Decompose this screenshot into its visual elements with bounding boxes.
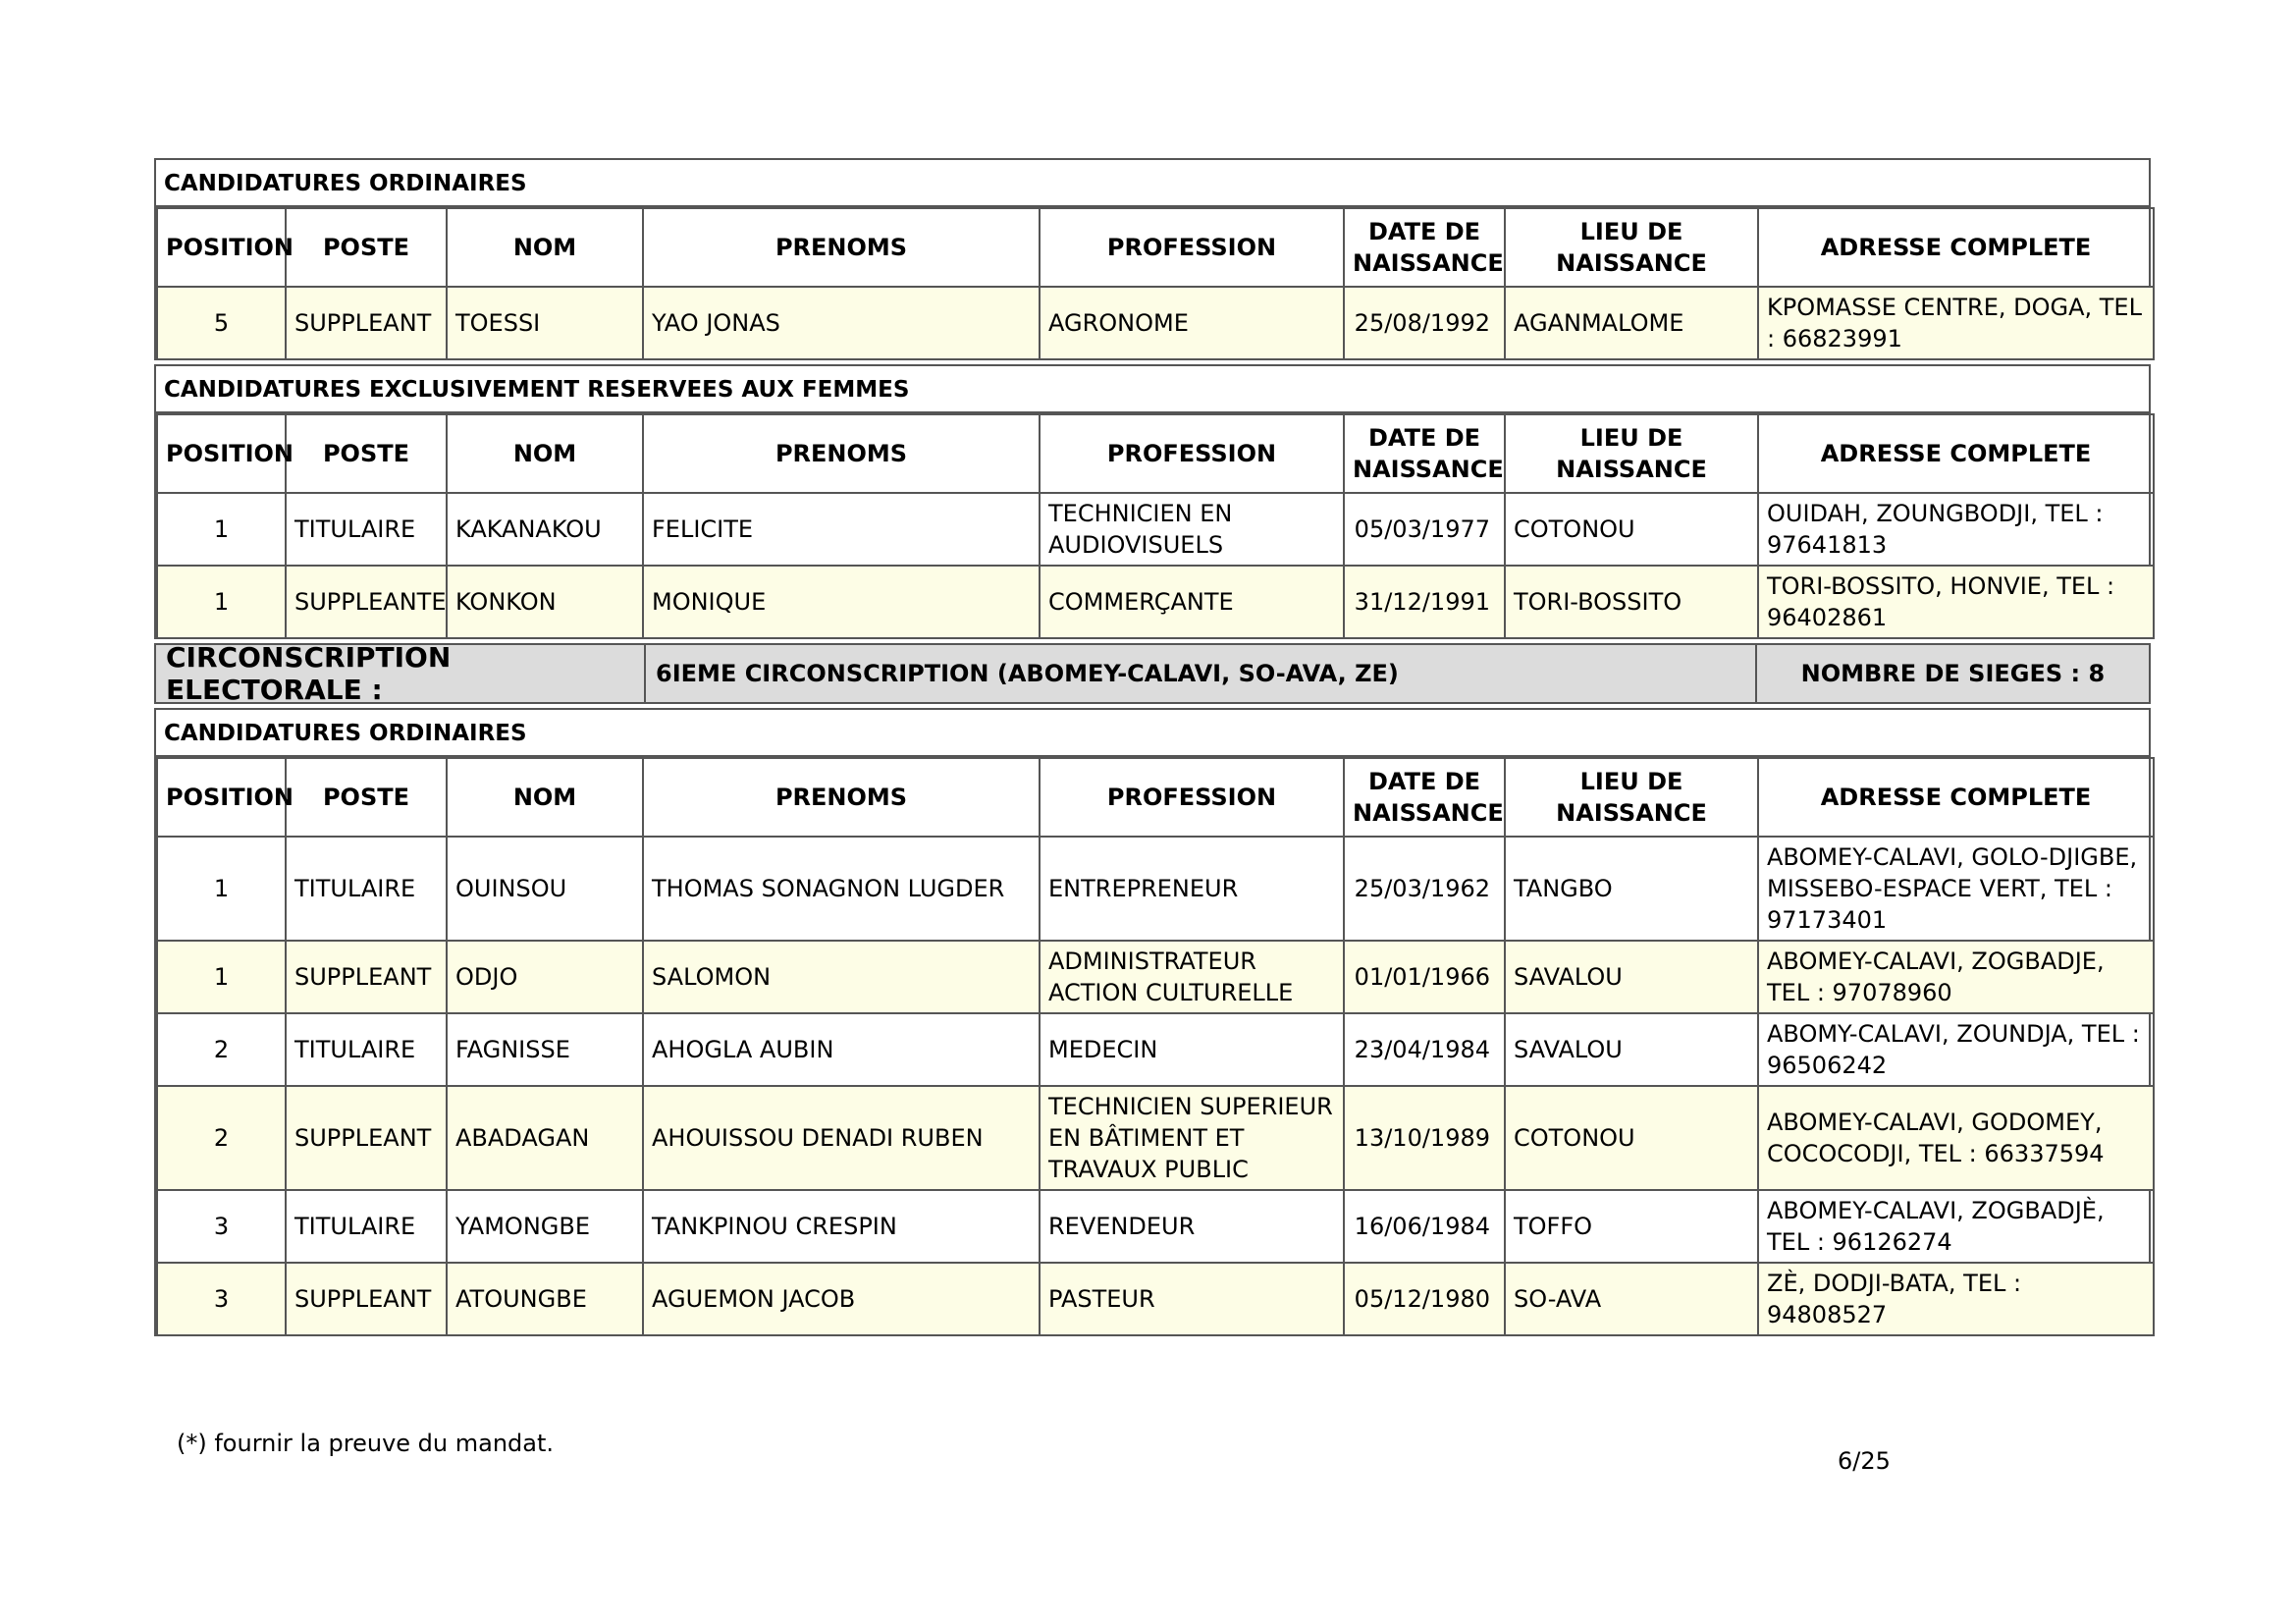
- cell-position: 2: [157, 1086, 286, 1190]
- table-row: [157, 1263, 2154, 1335]
- candidates-section: [154, 158, 2151, 360]
- column-header-poste: POSTE: [286, 758, 447, 837]
- cell-poste: TITULAIRE: [286, 1013, 447, 1086]
- candidates-table: [156, 413, 2155, 639]
- column-header-poste: POSTE: [286, 414, 447, 493]
- cell-lieu-naissance: SAVALOU: [1505, 941, 1758, 1013]
- cell-date-naissance: 13/10/1989: [1344, 1086, 1505, 1190]
- cell-nom: YAMONGBE: [447, 1190, 643, 1263]
- cell-prenoms: AHOGLA AUBIN: [643, 1013, 1040, 1086]
- column-header-nom: NOM: [447, 208, 643, 287]
- column-header-position: POSITION: [157, 414, 286, 493]
- cell-date-naissance: 25/03/1962: [1344, 837, 1505, 941]
- cell-poste: TITULAIRE: [286, 1190, 447, 1263]
- column-header-adresse: ADRESSE COMPLETE: [1758, 414, 2154, 493]
- cell-poste: TITULAIRE: [286, 493, 447, 566]
- column-header-position: POSITION: [157, 208, 286, 287]
- column-header-nom: NOM: [447, 414, 643, 493]
- circonscription-bar: [154, 643, 2151, 704]
- column-header-poste: POSTE: [286, 208, 447, 287]
- column-header-date-naissance: DATE DE NAISSANCE: [1344, 758, 1505, 837]
- cell-position: 5: [157, 287, 286, 359]
- cell-prenoms: TANKPINOU CRESPIN: [643, 1190, 1040, 1263]
- cell-adresse: OUIDAH, ZOUNGBODJI, TEL : 97641813: [1758, 493, 2154, 566]
- cell-lieu-naissance: TORI-BOSSITO: [1505, 566, 1758, 638]
- column-header-adresse: ADRESSE COMPLETE: [1758, 758, 2154, 837]
- cell-lieu-naissance: TANGBO: [1505, 837, 1758, 941]
- cell-poste: SUPPLEANT: [286, 1086, 447, 1190]
- table-header-row: [157, 208, 2154, 287]
- column-header-prenoms: PRENOMS: [643, 208, 1040, 287]
- candidates-block-2: [154, 708, 2151, 1340]
- cell-nom: ATOUNGBE: [447, 1263, 643, 1335]
- cell-profession: MEDECIN: [1040, 1013, 1344, 1086]
- column-header-lieu-naissance: LIEU DE NAISSANCE: [1505, 208, 1758, 287]
- section-title: CANDIDATURES EXCLUSIVEMENT RESERVEES AUX FEMMES: [156, 366, 2149, 413]
- cell-position: 3: [157, 1263, 286, 1335]
- cell-lieu-naissance: COTONOU: [1505, 493, 1758, 566]
- cell-date-naissance: 05/03/1977: [1344, 493, 1505, 566]
- table-row: [157, 941, 2154, 1013]
- table-row: [157, 1190, 2154, 1263]
- column-header-adresse: ADRESSE COMPLETE: [1758, 208, 2154, 287]
- cell-nom: TOESSI: [447, 287, 643, 359]
- column-header-date-naissance: DATE DE NAISSANCE: [1344, 414, 1505, 493]
- cell-position: 1: [157, 941, 286, 1013]
- section-title: CANDIDATURES ORDINAIRES: [156, 710, 2149, 757]
- cell-date-naissance: 31/12/1991: [1344, 566, 1505, 638]
- table-row: [157, 287, 2154, 359]
- candidates-table: [156, 757, 2155, 1336]
- cell-prenoms: SALOMON: [643, 941, 1040, 1013]
- cell-lieu-naissance: AGANMALOME: [1505, 287, 1758, 359]
- section-title: CANDIDATURES ORDINAIRES: [156, 160, 2149, 207]
- cell-prenoms: AHOUISSOU DENADI RUBEN: [643, 1086, 1040, 1190]
- cell-nom: ABADAGAN: [447, 1086, 643, 1190]
- cell-nom: KONKON: [447, 566, 643, 638]
- document-sheet: [154, 158, 2151, 1340]
- cell-position: 2: [157, 1013, 286, 1086]
- cell-lieu-naissance: SO-AVA: [1505, 1263, 1758, 1335]
- circonscription-label: CIRCONSCRIPTION ELECTORALE :: [156, 645, 646, 702]
- cell-adresse: ABOMEY-CALAVI, GOLO-DJIGBE, MISSEBO-ESPACE VERT, TEL : 97173401: [1758, 837, 2154, 941]
- cell-profession: ADMINISTRATEUR ACTION CULTURELLE: [1040, 941, 1344, 1013]
- cell-adresse: TORI-BOSSITO, HONVIE, TEL : 96402861: [1758, 566, 2154, 638]
- table-row: [157, 1086, 2154, 1190]
- cell-lieu-naissance: SAVALOU: [1505, 1013, 1758, 1086]
- column-header-prenoms: PRENOMS: [643, 758, 1040, 837]
- cell-profession: ENTREPRENEUR: [1040, 837, 1344, 941]
- cell-lieu-naissance: TOFFO: [1505, 1190, 1758, 1263]
- table-row: [157, 837, 2154, 941]
- cell-position: 1: [157, 566, 286, 638]
- column-header-lieu-naissance: LIEU DE NAISSANCE: [1505, 758, 1758, 837]
- cell-prenoms: THOMAS SONAGNON LUGDER: [643, 837, 1040, 941]
- cell-poste: SUPPLEANT: [286, 941, 447, 1013]
- column-header-nom: NOM: [447, 758, 643, 837]
- column-header-lieu-naissance: LIEU DE NAISSANCE: [1505, 414, 1758, 493]
- cell-poste: TITULAIRE: [286, 837, 447, 941]
- candidates-block-1: [154, 158, 2151, 643]
- cell-poste: SUPPLEANTE: [286, 566, 447, 638]
- cell-profession: COMMERÇANTE: [1040, 566, 1344, 638]
- cell-poste: SUPPLEANT: [286, 287, 447, 359]
- cell-position: 1: [157, 493, 286, 566]
- cell-nom: OUINSOU: [447, 837, 643, 941]
- cell-nom: KAKANAKOU: [447, 493, 643, 566]
- column-header-date-naissance: DATE DE NAISSANCE: [1344, 208, 1505, 287]
- column-header-profession: PROFESSION: [1040, 208, 1344, 287]
- cell-profession: AGRONOME: [1040, 287, 1344, 359]
- column-header-prenoms: PRENOMS: [643, 414, 1040, 493]
- cell-date-naissance: 01/01/1966: [1344, 941, 1505, 1013]
- table-row: [157, 566, 2154, 638]
- column-header-position: POSITION: [157, 758, 286, 837]
- cell-adresse: ABOMEY-CALAVI, GODOMEY, COCOCODJI, TEL : 66337594: [1758, 1086, 2154, 1190]
- cell-nom: FAGNISSE: [447, 1013, 643, 1086]
- table-row: [157, 493, 2154, 566]
- cell-prenoms: YAO JONAS: [643, 287, 1040, 359]
- cell-adresse: ABOMY-CALAVI, ZOUNDJA, TEL : 96506242: [1758, 1013, 2154, 1086]
- cell-date-naissance: 23/04/1984: [1344, 1013, 1505, 1086]
- seats-count: NOMBRE DE SIEGES : 8: [1800, 660, 2106, 687]
- cell-adresse: ZÈ, DODJI-BATA, TEL : 94808527: [1758, 1263, 2154, 1335]
- column-header-profession: PROFESSION: [1040, 414, 1344, 493]
- footnote: (*) fournir la preuve du mandat.: [177, 1430, 555, 1457]
- page-number-visible: 6/25: [1838, 1447, 1891, 1475]
- cell-prenoms: MONIQUE: [643, 566, 1040, 638]
- cell-date-naissance: 05/12/1980: [1344, 1263, 1505, 1335]
- cell-nom: ODJO: [447, 941, 643, 1013]
- column-header-profession: PROFESSION: [1040, 758, 1344, 837]
- cell-date-naissance: 16/06/1984: [1344, 1190, 1505, 1263]
- cell-prenoms: FELICITE: [643, 493, 1040, 566]
- candidates-section: [154, 364, 2151, 639]
- cell-profession: REVENDEUR: [1040, 1190, 1344, 1263]
- cell-profession: TECHNICIEN SUPERIEUR EN BÂTIMENT ET TRAVAUX PUBLIC: [1040, 1086, 1344, 1190]
- cell-lieu-naissance: COTONOU: [1505, 1086, 1758, 1190]
- cell-adresse: KPOMASSE CENTRE, DOGA, TEL : 66823991: [1758, 287, 2154, 359]
- cell-profession: TECHNICIEN EN AUDIOVISUELS: [1040, 493, 1344, 566]
- table-row: [157, 1013, 2154, 1086]
- table-header-row: [157, 758, 2154, 837]
- cell-position: 3: [157, 1190, 286, 1263]
- candidates-section: [154, 708, 2151, 1336]
- cell-prenoms: AGUEMON JACOB: [643, 1263, 1040, 1335]
- cell-date-naissance: 25/08/1992: [1344, 287, 1505, 359]
- cell-adresse: ABOMEY-CALAVI, ZOGBADJE, TEL : 97078960: [1758, 941, 2154, 1013]
- cell-poste: SUPPLEANT: [286, 1263, 447, 1335]
- table-header-row: [157, 414, 2154, 493]
- cell-profession: PASTEUR: [1040, 1263, 1344, 1335]
- circonscription-value: 6IEME CIRCONSCRIPTION (ABOMEY-CALAVI, SO-AVA, ZE): [646, 645, 1757, 702]
- cell-adresse: ABOMEY-CALAVI, ZOGBADJÈ, TEL : 96126274: [1758, 1190, 2154, 1263]
- candidates-table: [156, 207, 2155, 360]
- cell-position: 1: [157, 837, 286, 941]
